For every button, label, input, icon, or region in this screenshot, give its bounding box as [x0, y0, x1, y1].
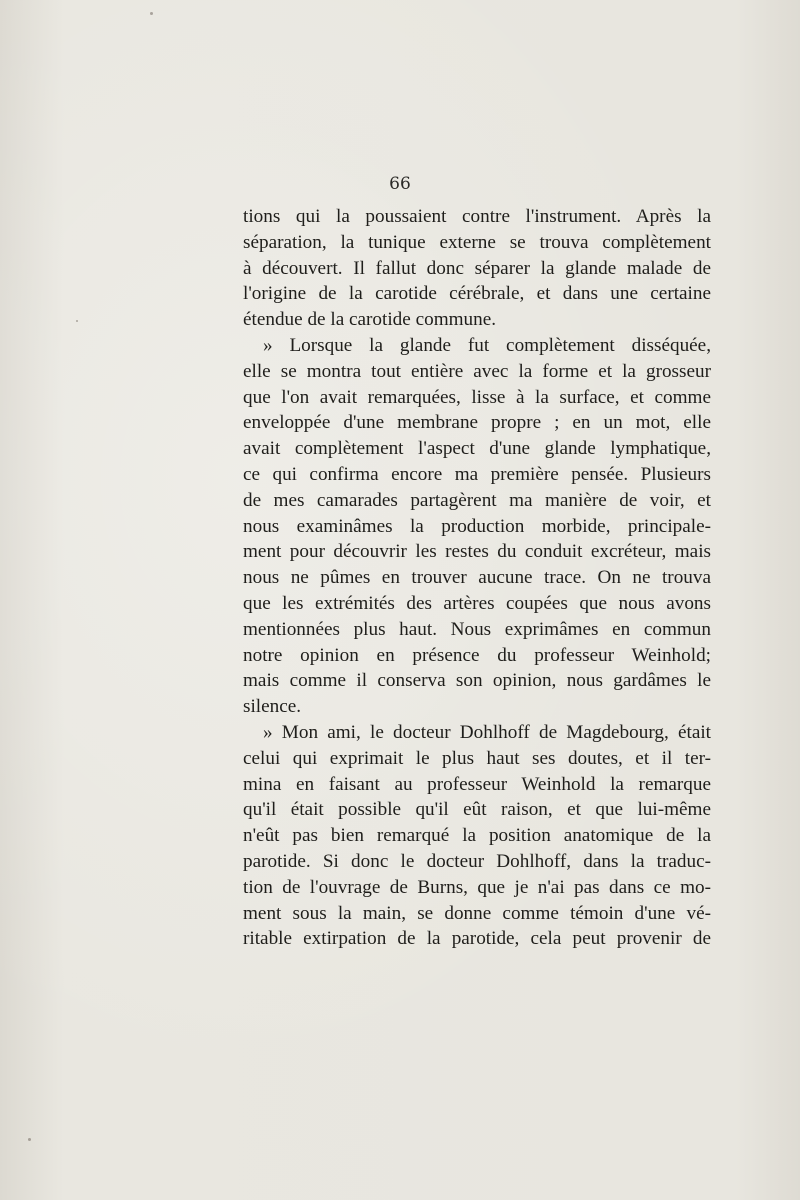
- text-line: qu'il était possible qu'il eût raison, et que lui-même: [243, 799, 711, 821]
- text-line: mais comme il conserva son opinion, nous gardâmes le: [243, 670, 711, 692]
- text-line: » Lorsque la glande fut complètement disséquée,: [263, 334, 711, 356]
- text-line: parotide. Si donc le docteur Dohlhoff, dans la traduc-: [243, 850, 711, 872]
- text-line: ce qui confirma encore ma première pensée. Plusieurs: [243, 463, 711, 485]
- text-line: ment pour découvrir les restes du conduit excréteur, mais: [243, 541, 711, 563]
- paper-speck: [150, 12, 153, 15]
- text-line: nous examinâmes la production morbide, principale-: [243, 515, 711, 537]
- text-line: de mes camarades partagèrent ma manière de voir, et: [243, 489, 711, 511]
- text-line: étendue de la carotide commune.: [243, 309, 497, 331]
- text-line: tions qui la poussaient contre l'instrument. Après la: [243, 206, 711, 227]
- text-line: nous ne pûmes en trouver aucune trace. On ne trouva: [243, 567, 711, 589]
- text-line: elle se montra tout entière avec la forme et la grosseur: [243, 360, 711, 382]
- page-number: 66: [389, 174, 411, 194]
- paper-speck: [76, 320, 78, 322]
- text-line: séparation, la tunique externe se trouva complètement: [243, 231, 711, 253]
- text-line: mina en faisant au professeur Weinhold la remarque: [243, 773, 711, 795]
- text-line: à découvert. Il fallut donc séparer la glande malade de: [243, 257, 711, 279]
- body-text: [243, 204, 711, 952]
- text-line: l'origine de la carotide cérébrale, et dans une certaine: [243, 283, 711, 305]
- text-line: que l'on avait remarquées, lisse à la surface, et comme: [243, 386, 711, 408]
- text-line: ment sous la main, se donne comme témoin d'une vé-: [243, 902, 711, 924]
- paper-speck: [28, 1138, 31, 1141]
- text-line: notre opinion en présence du professeur Weinhold;: [243, 644, 711, 666]
- text-line: ritable extirpation de la parotide, cela peut provenir de: [243, 928, 711, 950]
- text-line: n'eût pas bien remarqué la position anatomique de la: [243, 825, 711, 847]
- text-line: que les extrémités des artères coupées que nous avons: [243, 592, 711, 614]
- text-line: » Mon ami, le docteur Dohlhoff de Magdebourg, était: [263, 721, 711, 743]
- text-line: avait complètement l'aspect d'une glande lymphatique,: [243, 438, 711, 460]
- text-line: enveloppée d'une membrane propre ; en un mot, elle: [243, 412, 711, 434]
- text-line: mentionnées plus haut. Nous exprimâmes en commun: [243, 618, 711, 640]
- text-line: tion de l'ouvrage de Burns, que je n'ai pas dans ce mo-: [243, 876, 711, 898]
- text-line: celui qui exprimait le plus haut ses doutes, et il ter-: [243, 747, 711, 769]
- text-line: silence.: [243, 696, 302, 718]
